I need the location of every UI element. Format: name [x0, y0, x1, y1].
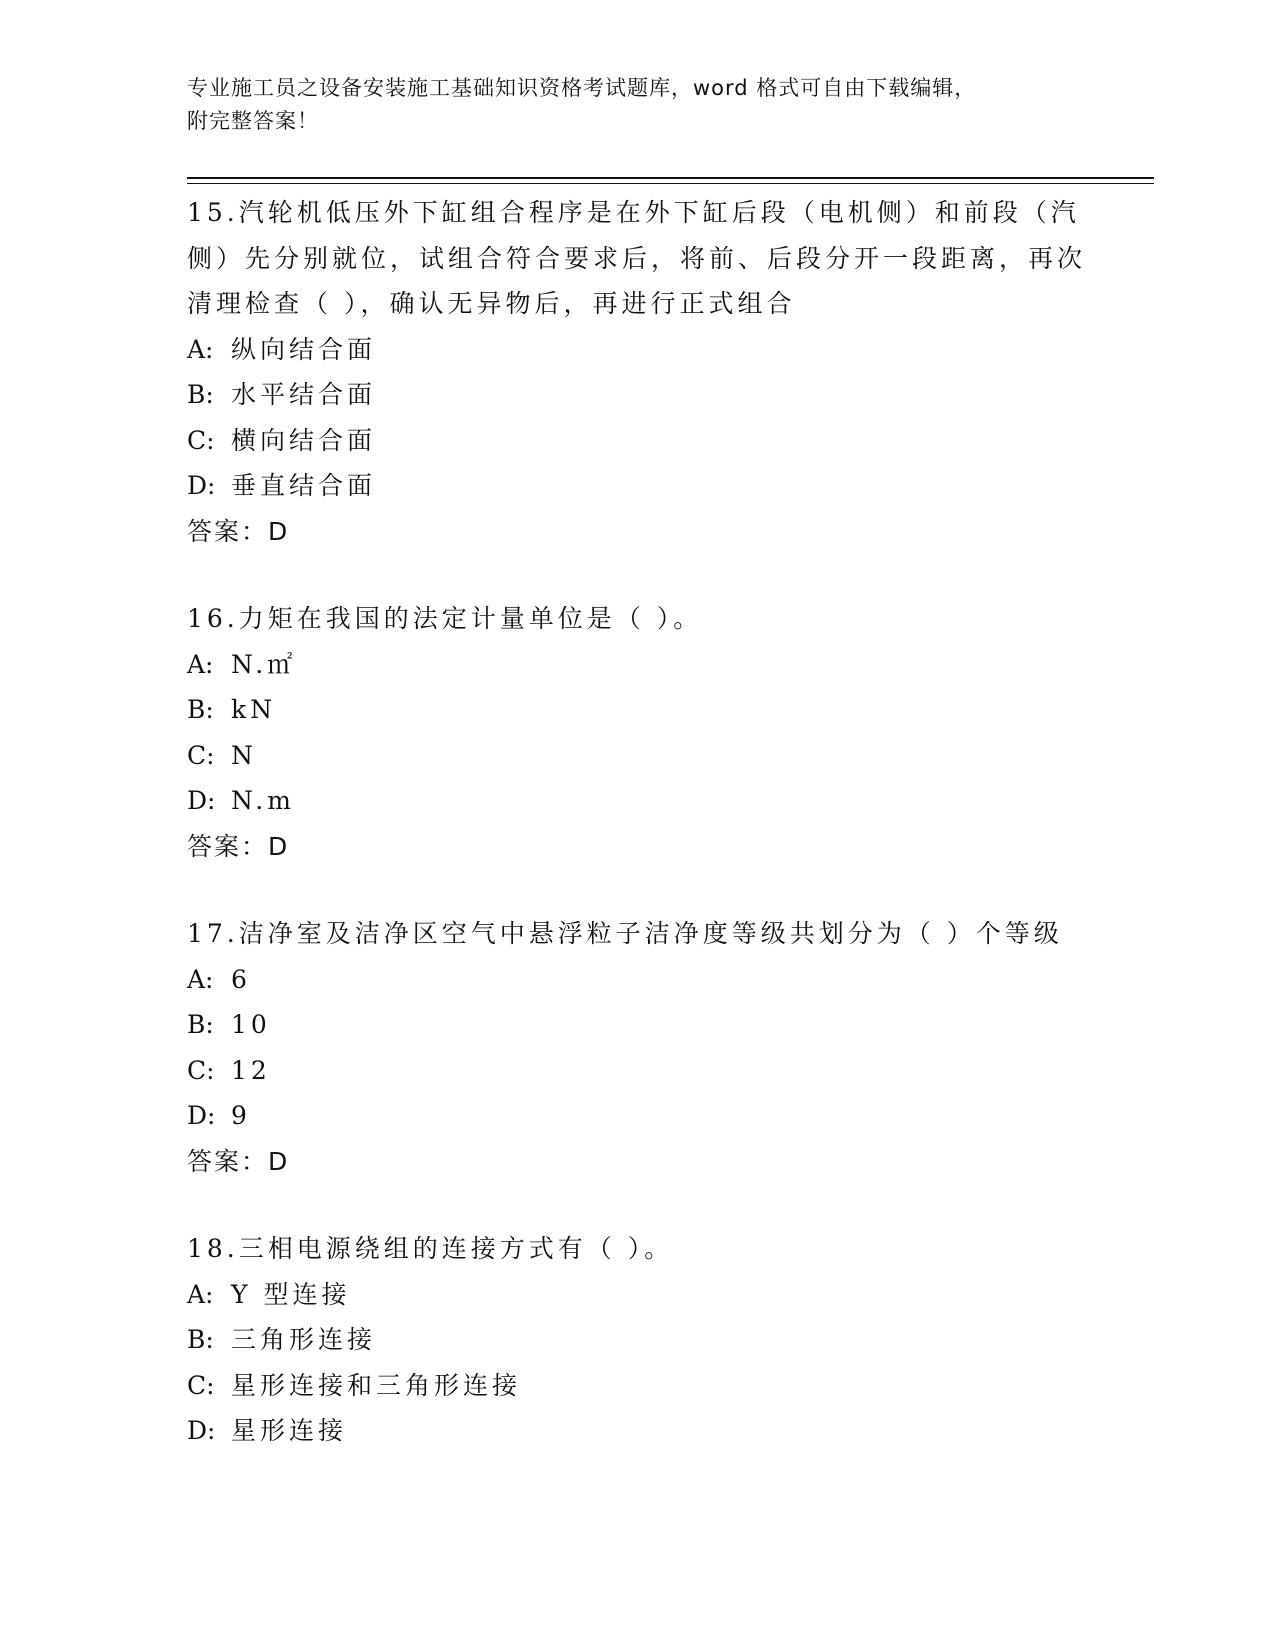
option-letter: B:	[187, 1325, 214, 1354]
option-letter: C:	[187, 1055, 215, 1085]
option-letter: C:	[187, 1370, 215, 1400]
option-text: 垂直结合面	[231, 471, 377, 500]
header-divider-thin	[187, 183, 1154, 184]
option-c	[187, 1048, 1087, 1094]
header-divider-thick	[187, 177, 1154, 179]
option-letter: A:	[187, 649, 214, 679]
option-c	[187, 733, 1087, 779]
option-letter: B:	[187, 380, 214, 409]
answer-line: 答案：D	[187, 831, 290, 861]
option-b	[187, 687, 1087, 733]
option-b	[187, 372, 1087, 418]
option-letter: D:	[187, 786, 216, 815]
option-a	[187, 1272, 1087, 1318]
option-text: 星形连接	[231, 1416, 348, 1445]
option-a	[187, 327, 1087, 373]
option-letter: A:	[187, 1279, 214, 1309]
option-text: kN	[231, 695, 277, 724]
option-letter: B:	[187, 1010, 214, 1039]
question-text: 15.汽轮机低压外下缸组合程序是在外下缸后段（电机侧）和前段（汽侧）先分别就位，试组合符合要求后，将前、后段分开一段距离，再次清理检查（ ），确认无异物后，再进行正式组合	[187, 198, 1087, 318]
option-text: 纵向结合面	[231, 334, 377, 364]
option-letter: C:	[187, 740, 215, 770]
option-text: 星形连接和三角形连接	[231, 1370, 522, 1400]
option-text: 6	[231, 964, 251, 994]
option-text: Y 型连接	[231, 1279, 351, 1309]
option-text: 水平结合面	[231, 380, 377, 409]
option-c	[187, 1363, 1087, 1409]
question-list	[187, 190, 1087, 1496]
header-line-2: 附完整答案！	[187, 109, 319, 133]
option-text: 9	[231, 1101, 251, 1130]
question-15	[187, 190, 1087, 554]
option-text: 横向结合面	[231, 425, 377, 455]
option-letter: A:	[187, 964, 214, 994]
option-d	[187, 1408, 1087, 1454]
option-text: 10	[231, 1010, 271, 1039]
option-b	[187, 1002, 1087, 1048]
question-text: 18.三相电源绕组的连接方式有（ ）。	[187, 1234, 674, 1263]
document-header	[187, 72, 1067, 138]
option-a	[187, 642, 1087, 688]
option-text: 三角形连接	[231, 1325, 377, 1354]
option-text: 12	[231, 1055, 271, 1085]
question-text: 17.洁净室及洁净区空气中悬浮粒子洁净度等级共划分为（ ）个等级	[187, 919, 1063, 948]
option-b	[187, 1317, 1087, 1363]
option-d	[187, 463, 1087, 509]
question-text: 16.力矩在我国的法定计量单位是（ ）。	[187, 604, 703, 633]
option-d	[187, 1093, 1087, 1139]
option-text: N	[231, 740, 257, 770]
option-letter: D:	[187, 1101, 216, 1130]
option-letter: D:	[187, 1416, 216, 1445]
option-c	[187, 418, 1087, 464]
answer-line: 答案：D	[187, 516, 290, 546]
option-letter: A:	[187, 334, 214, 364]
option-a	[187, 957, 1087, 1003]
option-letter: B:	[187, 695, 214, 724]
option-text: N.㎡	[231, 649, 297, 679]
option-letter: D:	[187, 471, 216, 500]
option-text: N.m	[231, 786, 295, 815]
question-17	[187, 911, 1087, 1184]
option-letter: C:	[187, 425, 215, 455]
question-18	[187, 1226, 1087, 1454]
header-line-1: 专业施工员之设备安装施工基础知识资格考试题库，word 格式可自由下载编辑，	[187, 76, 977, 100]
answer-line: 答案：D	[187, 1146, 290, 1176]
option-d	[187, 778, 1087, 824]
question-16	[187, 596, 1087, 869]
